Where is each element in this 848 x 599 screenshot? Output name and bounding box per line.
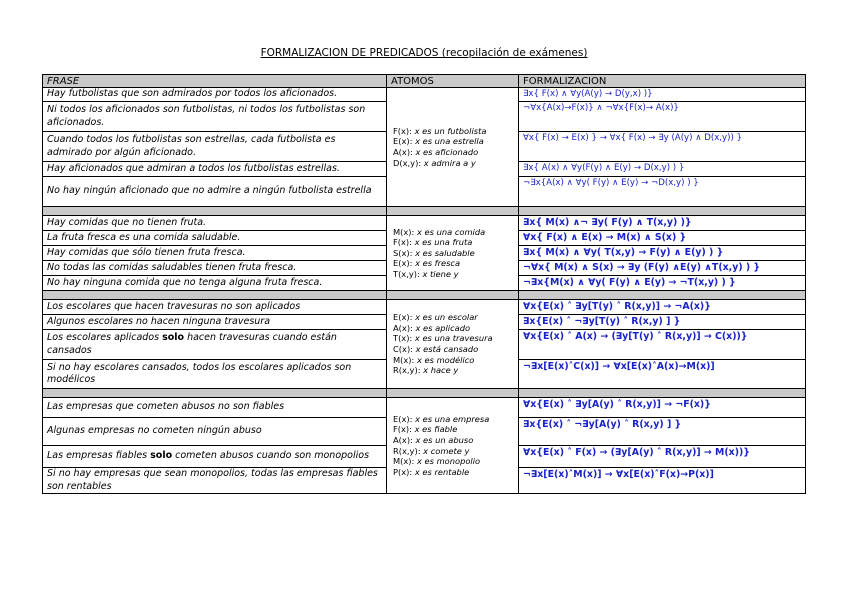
formalizacion-cell: ∀x{E(x) ˄ A(x) → (∃y[T(y) ˄ R(x,y)] → C(x))} <box>519 330 806 360</box>
header-formalizacion: FORMALIZACION <box>519 75 806 88</box>
atom-predicate: M(x): <box>393 354 415 365</box>
atom-definition <box>393 227 514 238</box>
frase-cell: Hay comidas que sólo tienen fruta fresca. <box>43 246 387 261</box>
formalizacion-cell: ∃x{E(x) ˄ ¬∃y[A(y) ˄ R(x,y) ] } <box>519 418 806 446</box>
atom-definition <box>393 323 514 334</box>
formalizacion-cell: ∃x{ M(x) ∧ ∀y( T(x,y) → F(y) ∧ E(y) ) } <box>519 246 806 261</box>
formalizacion-cell: ¬∀x{ M(x) ∧ S(x) → ∃y (F(y) ∧E(y) ∧T(x,y) ) } <box>519 261 806 276</box>
section-separator <box>43 291 806 300</box>
formalizacion-cell: ¬∃x[E(x)˄C(x)] → ∀x[E(x)˄A(x)→M(x)] <box>519 360 806 389</box>
separator-cell <box>519 291 806 300</box>
frase-cell: No hay ningún aficionado que no admire a ningún futbolista estrella <box>43 177 387 207</box>
atom-meaning: x es una estrella <box>415 136 484 147</box>
formalization-table <box>42 74 806 494</box>
frase-cell: Cuando todos los futbolistas son estrellas, cada futbolista es admirado por algún aficionado. <box>43 132 387 162</box>
formalizacion-cell: ¬∃x{M(x) ∧ ∀y( F(y) ∧ E(y) → ¬T(x,y) ) } <box>519 276 806 291</box>
separator-cell <box>43 207 387 216</box>
atom-definition <box>393 414 514 425</box>
atom-definition <box>393 258 514 269</box>
atom-predicate: P(x): <box>393 466 413 477</box>
atom-meaning: x es aplicado <box>415 322 471 333</box>
atom-meaning: x es fresca <box>415 258 461 269</box>
atom-predicate: F(x): <box>393 125 412 136</box>
formalizacion-cell: ∃x{ F(x) ∧ ∀y(A(y) → D(y,x) )} <box>519 88 806 102</box>
atom-definition <box>393 136 514 147</box>
frase-cell: Si no hay escolares cansados, todos los escolares aplicados son modélicos <box>43 360 387 389</box>
table-row <box>43 300 806 315</box>
atom-predicate: E(x): <box>393 312 413 323</box>
atomos-cell <box>387 216 519 291</box>
frase-cell: Si no hay empresas que sean monopolios, todas las empresas fiables son rentables <box>43 468 387 494</box>
atom-definition <box>393 158 514 169</box>
atom-definition <box>393 248 514 259</box>
atom-predicate: E(x): <box>393 258 413 269</box>
atom-meaning: x es un futbolista <box>414 125 487 136</box>
frase-part: cometen abusos cuando son monopolios <box>172 450 370 462</box>
formalizacion-cell: ∀x{E(x) ˄ F(x) → (∃y[A(y) ˄ R(x,y)] → M(x))} <box>519 446 806 468</box>
atom-meaning: x es saludable <box>415 247 475 258</box>
atom-meaning: x es un escolar <box>415 312 478 323</box>
atom-predicate: M(x): <box>393 226 415 237</box>
atom-predicate: F(x): <box>393 424 412 435</box>
atom-definition <box>393 344 514 355</box>
atomos-cell <box>387 300 519 389</box>
atom-meaning: x es un abuso <box>415 434 474 445</box>
atom-meaning: x es una travesura <box>414 333 493 344</box>
document-title: FORMALIZACION DE PREDICADOS (recopilación de exámenes) <box>260 47 588 59</box>
frase-cell: No todas las comidas saludables tienen fruta fresca. <box>43 261 387 276</box>
atom-predicate: T(x): <box>393 333 413 344</box>
atomos-cell <box>387 398 519 494</box>
header-frase: FRASE <box>43 75 387 88</box>
frase-cell: Los escolares que hacen travesuras no son aplicados <box>43 300 387 315</box>
atom-predicate: A(x): <box>393 322 413 333</box>
atom-definition <box>393 446 514 457</box>
atom-definition <box>393 126 514 137</box>
frase-cell: Hay comidas que no tienen fruta. <box>43 216 387 231</box>
frase-cell: Algunas empresas no cometen ningún abuso <box>43 418 387 446</box>
atom-meaning: x tiene y <box>422 268 459 279</box>
atomos-cell <box>387 88 519 207</box>
atom-definition <box>393 333 514 344</box>
formalizacion-cell: ∀x{E(x) ˄ ∃y[A(y) ˄ R(x,y)] → ¬F(x)} <box>519 398 806 418</box>
atom-predicate: E(x): <box>393 413 413 424</box>
formalizacion-cell: ¬∃x{A(x) ∧ ∀y( F(y) ∧ E(y) → ¬D(x,y) ) } <box>519 177 806 207</box>
table-row <box>43 398 806 418</box>
atom-meaning: x admira a y <box>423 157 476 168</box>
separator-cell <box>387 291 519 300</box>
table-row <box>43 88 806 102</box>
atom-predicate: R(x,y): <box>393 365 421 376</box>
atom-definition <box>393 365 514 376</box>
atom-predicate: T(x,y): <box>393 268 420 279</box>
atom-meaning: x está cansado <box>415 344 479 354</box>
atom-predicate: S(x): <box>393 247 413 258</box>
atom-meaning: x es fiable <box>414 424 458 435</box>
frase-part: Los escolares aplicados <box>47 332 163 343</box>
frase-cell: No hay ninguna comida que no tenga alguna fruta fresca. <box>43 276 387 291</box>
atom-definition <box>393 269 514 280</box>
section-separator <box>43 389 806 398</box>
atom-definition <box>393 355 514 366</box>
formalizacion-cell: ∃x{ M(x) ∧¬ ∃y( F(y) ∧ T(x,y) )} <box>519 216 806 231</box>
formalizacion-cell: ¬∃x[E(x)˄M(x)] → ∀x[E(x)˄F(x)→P(x)] <box>519 468 806 494</box>
atom-definition <box>393 424 514 435</box>
atom-meaning: x es una empresa <box>415 413 490 424</box>
atom-predicate: E(x): <box>393 136 413 147</box>
frase-cell <box>43 330 387 360</box>
separator-cell <box>387 207 519 216</box>
atom-predicate: R(x,y): <box>393 445 421 456</box>
atom-definition <box>393 312 514 323</box>
formalizacion-cell: ∀x{E(x) ˄ ∃y[T(y) ˄ R(x,y)] → ¬A(x)} <box>519 300 806 315</box>
frase-emphasis: solo <box>150 450 173 462</box>
frase-cell <box>43 446 387 468</box>
formalizacion-cell: ∃x{ A(x) ∧ ∀y(F(y) ∧ E(y) → D(x,y) ) } <box>519 162 806 177</box>
formalizacion-cell: ∀x{ F(x) → E(x) } → ∀x{ F(x) → ∃y (A(y) ∧ D(x,y)) } <box>519 132 806 162</box>
atom-definition <box>393 147 514 158</box>
formalizacion-cell: ¬∀x{A(x)→F(x)} ∧ ¬∀x{F(x)→ A(x)} <box>519 102 806 132</box>
section-separator <box>43 207 806 216</box>
atom-predicate: M(x): <box>393 456 415 467</box>
atom-predicate: A(x): <box>393 434 413 445</box>
atom-meaning: x es una fruta <box>414 237 473 248</box>
formalizacion-cell: ∃x{E(x) ˄ ¬∃y[T(y) ˄ R(x,y) ] } <box>519 315 806 330</box>
separator-cell <box>519 207 806 216</box>
frase-cell: La fruta fresca es una comida saludable. <box>43 231 387 246</box>
separator-cell <box>43 291 387 300</box>
atom-definition <box>393 467 514 478</box>
atom-meaning: x es modélico <box>416 354 475 365</box>
frase-cell: Ni todos los aficionados son futbolistas, ni todos los futbolistas son aficionados. <box>43 102 387 132</box>
atom-meaning: x es monopolio <box>416 456 481 467</box>
separator-cell <box>519 389 806 398</box>
atom-predicate: A(x): <box>393 147 413 157</box>
frase-cell: Algunos escolares no hacen ninguna travesura <box>43 315 387 330</box>
separator-cell <box>387 389 519 398</box>
atom-definition <box>393 435 514 446</box>
frase-cell: Hay futbolistas que son admirados por todos los aficionados. <box>43 88 387 102</box>
atom-meaning: x hace y <box>423 365 459 376</box>
frase-emphasis: solo <box>162 332 185 343</box>
atom-meaning: x es aficionado <box>415 147 479 157</box>
atom-predicate: F(x): <box>393 237 412 248</box>
table-row <box>43 216 806 231</box>
atom-meaning: x es una comida <box>416 226 486 237</box>
atom-meaning: x es rentable <box>414 466 470 477</box>
separator-cell <box>43 389 387 398</box>
atom-definition <box>393 456 514 467</box>
frase-cell: Las empresas que cometen abusos no son fiables <box>43 398 387 418</box>
frase-cell: Hay aficionados que admiran a todos los futbolistas estrellas. <box>43 162 387 177</box>
atom-meaning: x comete y <box>423 445 470 456</box>
frase-part: hacen travesuras cuando están cansados <box>47 332 337 356</box>
atom-definition <box>393 237 514 248</box>
atom-predicate: D(x,y): <box>393 157 422 168</box>
atom-predicate: C(x): <box>393 344 413 354</box>
header-atomos: ATOMOS <box>387 75 519 88</box>
header-row <box>43 75 806 88</box>
frase-part: Las empresas fiables <box>47 450 151 462</box>
formalizacion-cell: ∀x{ F(x) ∧ E(x) → M(x) ∧ S(x) } <box>519 231 806 246</box>
